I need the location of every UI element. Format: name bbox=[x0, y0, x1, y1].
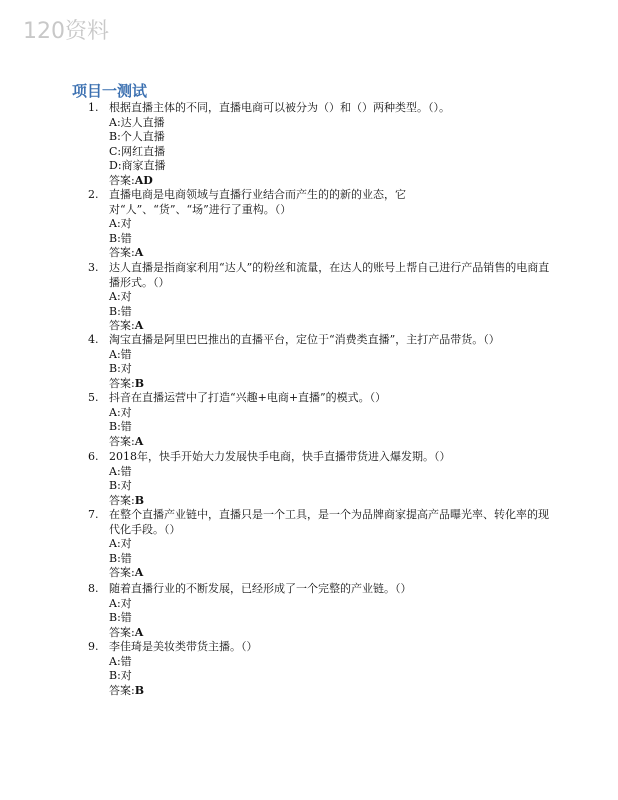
answer-line bbox=[109, 377, 558, 392]
answer-value: B bbox=[134, 683, 145, 697]
option-a: A:对 bbox=[109, 290, 132, 303]
question-6 bbox=[88, 450, 558, 508]
answer-label: 答案: bbox=[109, 246, 135, 259]
question-number: 7. bbox=[88, 508, 99, 521]
question-stem: 抖音在直播运营中了打造“兴趣+电商+直播”的模式。（） bbox=[109, 391, 387, 404]
answer-line bbox=[109, 684, 558, 699]
option-a: A:对 bbox=[109, 596, 132, 610]
answer-label: 答案: bbox=[109, 493, 135, 507]
option-a: A:对 bbox=[109, 537, 132, 550]
question-9 bbox=[88, 640, 558, 698]
answer-value: A bbox=[134, 566, 144, 579]
watermark: 120资料 bbox=[23, 19, 109, 44]
question-number: 9. bbox=[88, 640, 99, 653]
question-stem: 根据直播主体的不同，直播电商可以被分为（）和（）两种类型。（）。 bbox=[109, 101, 450, 114]
answer-label: 答案: bbox=[109, 566, 135, 579]
option-b: B:错 bbox=[109, 420, 132, 433]
answer-value: AD bbox=[134, 173, 153, 187]
answer-line bbox=[109, 174, 558, 189]
question-number: 8. bbox=[88, 582, 99, 595]
question-stem: 在整个直播产业链中，直播只是一个工具，是一个为品牌商家提高产品曝光率、转化率的现代化手段。（） bbox=[109, 508, 549, 536]
question-stem: 2018年，快手开始大力发展快手电商，快手直播带货进入爆发期。（） bbox=[109, 450, 451, 463]
section-title: 项目一测试 bbox=[72, 82, 148, 100]
option-b: B:个人直播 bbox=[109, 130, 165, 143]
question-number: 1. bbox=[88, 101, 99, 114]
question-5 bbox=[88, 391, 558, 449]
option-a: A:对 bbox=[109, 217, 132, 230]
option-b: B:错 bbox=[109, 304, 132, 318]
answer-value: A bbox=[134, 434, 144, 448]
answer-line bbox=[109, 626, 558, 641]
option-a: A:错 bbox=[109, 654, 132, 668]
question-3 bbox=[88, 261, 558, 334]
answer-label: 答案: bbox=[109, 319, 135, 332]
option-a: A:错 bbox=[109, 347, 132, 361]
option-b: B:错 bbox=[109, 231, 132, 245]
answer-value: A bbox=[134, 319, 144, 332]
answer-label: 答案: bbox=[109, 625, 135, 639]
answer-line bbox=[109, 435, 558, 450]
question-stem: 淘宝直播是阿里巴巴推出的直播平台，定位于“消费类直播”，主打产品带货。（） bbox=[109, 333, 500, 346]
option-b: B:对 bbox=[109, 669, 132, 682]
question-stem: 李佳琦是美妆类带货主播。（） bbox=[109, 640, 258, 653]
option-d: D:商家直播 bbox=[109, 159, 166, 172]
option-a: A:对 bbox=[109, 405, 132, 419]
answer-line bbox=[109, 566, 558, 581]
answer-value: A bbox=[134, 246, 144, 259]
question-stem: 达人直播是指商家利用“达人”的粉丝和流量，在达人的账号上帮自己进行产品销售的电商直播形式。（） bbox=[109, 261, 550, 289]
answer-line bbox=[109, 319, 558, 334]
answer-line bbox=[109, 246, 440, 261]
option-a: A:错 bbox=[109, 464, 132, 478]
option-b: B:错 bbox=[109, 551, 132, 565]
question-stem: 直播电商是电商领域与直播行业结合而产生的的新的业态，它对“人”、“货”、“场”进行了重构。（） bbox=[109, 188, 406, 216]
option-c: C:网红直播 bbox=[109, 144, 166, 158]
question-8 bbox=[88, 582, 558, 640]
question-number: 6. bbox=[88, 450, 99, 463]
answer-label: 答案: bbox=[109, 683, 135, 697]
question-number: 5. bbox=[88, 391, 99, 404]
question-7 bbox=[88, 508, 558, 581]
question-stem: 随着直播行业的不断发展，已经形成了一个完整的产业链。（） bbox=[109, 582, 412, 595]
question-number: 4. bbox=[88, 333, 99, 346]
question-number: 2. bbox=[88, 188, 99, 201]
answer-value: A bbox=[134, 625, 144, 639]
answer-line bbox=[109, 494, 558, 509]
option-b: B:对 bbox=[109, 362, 132, 375]
question-1 bbox=[88, 101, 558, 188]
question-2 bbox=[88, 188, 440, 261]
answer-label: 答案: bbox=[109, 376, 135, 390]
answer-label: 答案: bbox=[109, 434, 135, 448]
option-b: B:对 bbox=[109, 479, 132, 492]
option-b: B:错 bbox=[109, 611, 132, 624]
question-number: 3. bbox=[88, 261, 99, 274]
answer-value: B bbox=[134, 493, 145, 507]
option-a: A:达人直播 bbox=[109, 115, 165, 129]
question-4 bbox=[88, 333, 558, 391]
answer-value: B bbox=[134, 376, 145, 390]
answer-label: 答案: bbox=[109, 173, 135, 187]
